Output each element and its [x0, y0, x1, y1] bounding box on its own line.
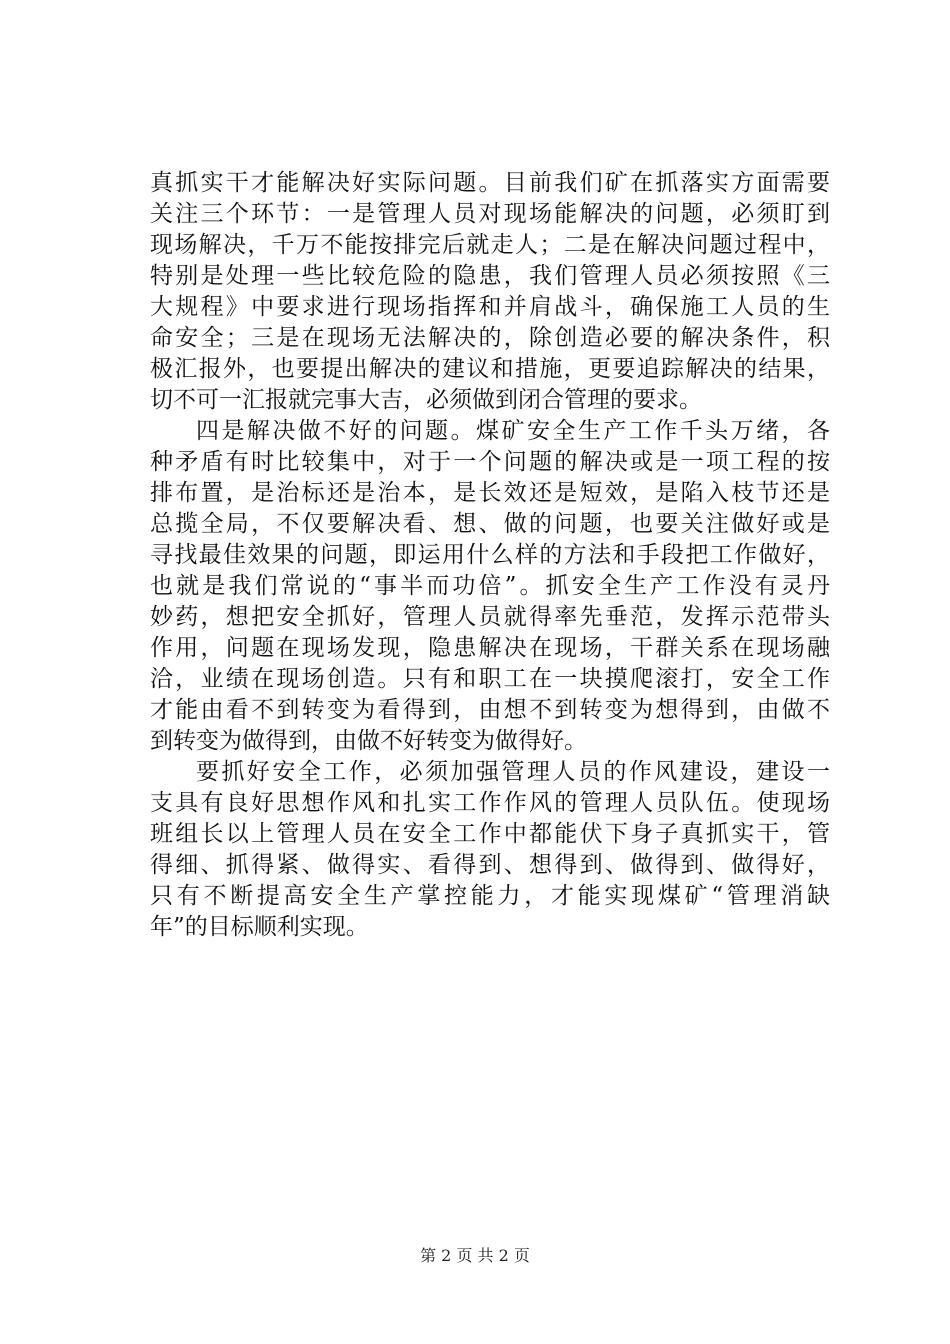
text-line: 大规程》中要求进行现场指挥和并肩战斗，确保施工人员的生 — [150, 294, 830, 320]
text-line: 洽，业绩在现场创造。只有和职工在一块摸爬滚打，安全工作 — [150, 666, 830, 692]
paragraph — [150, 168, 830, 416]
text-line: 作用，问题在现场发现，隐患解决在现场，干群关系在现场融 — [150, 635, 830, 661]
page-number-label: 第 2 页 共 2 页 — [420, 1246, 530, 1265]
text-line: 命安全；三是在现场无法解决的，除创造必要的解决条件，积 — [150, 325, 830, 351]
text-line: 寻找最佳效果的问题，即运用什么样的方法和手段把工作做好， — [150, 542, 830, 568]
paragraph — [150, 416, 830, 757]
text-line: 关注三个环节：一是管理人员对现场能解决的问题，必须盯到 — [150, 201, 830, 227]
text-line: 要抓好安全工作，必须加强管理人员的作风建设，建设一 — [196, 759, 830, 785]
text-line: 种矛盾有时比较集中，对于一个问题的解决或是一项工程的按 — [150, 449, 830, 475]
text-line: 总揽全局，不仅要解决看、想、做的问题，也要关注做好或是 — [150, 511, 830, 537]
text-line: 四是解决做不好的问题。煤矿安全生产工作千头万绪，各 — [196, 418, 830, 444]
text-line: 妙药，想把安全抓好，管理人员就得率先垂范，发挥示范带头 — [150, 604, 830, 630]
text-line: 才能由看不到转变为看得到，由想不到转变为想得到，由做不 — [150, 697, 830, 723]
document-body — [150, 168, 830, 943]
text-line: 切不可一汇报就完事大吉，必须做到闭合管理的要求。 — [150, 387, 702, 413]
text-line: 也就是我们常说的“事半而功倍”。抓安全生产工作没有灵丹 — [150, 573, 830, 599]
text-line: 班组长以上管理人员在安全工作中都能伏下身子真抓实干，管 — [150, 821, 830, 847]
text-line: 真抓实干才能解决好实际问题。目前我们矿在抓落实方面需要 — [150, 170, 830, 196]
text-line: 特别是处理一些比较危险的隐患，我们管理人员必须按照《三 — [150, 263, 830, 289]
paragraph — [150, 757, 830, 943]
page-footer — [0, 1246, 950, 1266]
text-line: 现场解决，千万不能按排完后就走人；二是在解决问题过程中， — [150, 232, 830, 258]
text-line: 只有不断提高安全生产掌控能力，才能实现煤矿“管理消缺 — [150, 883, 830, 909]
text-line: 年”的目标顺利实现。 — [150, 914, 369, 940]
text-line: 得细、抓得紧、做得实、看得到、想得到、做得到、做得好， — [150, 852, 830, 878]
text-line: 排布置，是治标还是治本，是长效还是短效，是陷入枝节还是 — [150, 480, 830, 506]
text-line: 到转变为做得到，由做不好转变为做得好。 — [150, 728, 587, 754]
text-line: 支具有良好思想作风和扎实工作作风的管理人员队伍。使现场 — [150, 790, 830, 816]
text-line: 极汇报外，也要提出解决的建议和措施，更要追踪解决的结果， — [150, 356, 830, 382]
